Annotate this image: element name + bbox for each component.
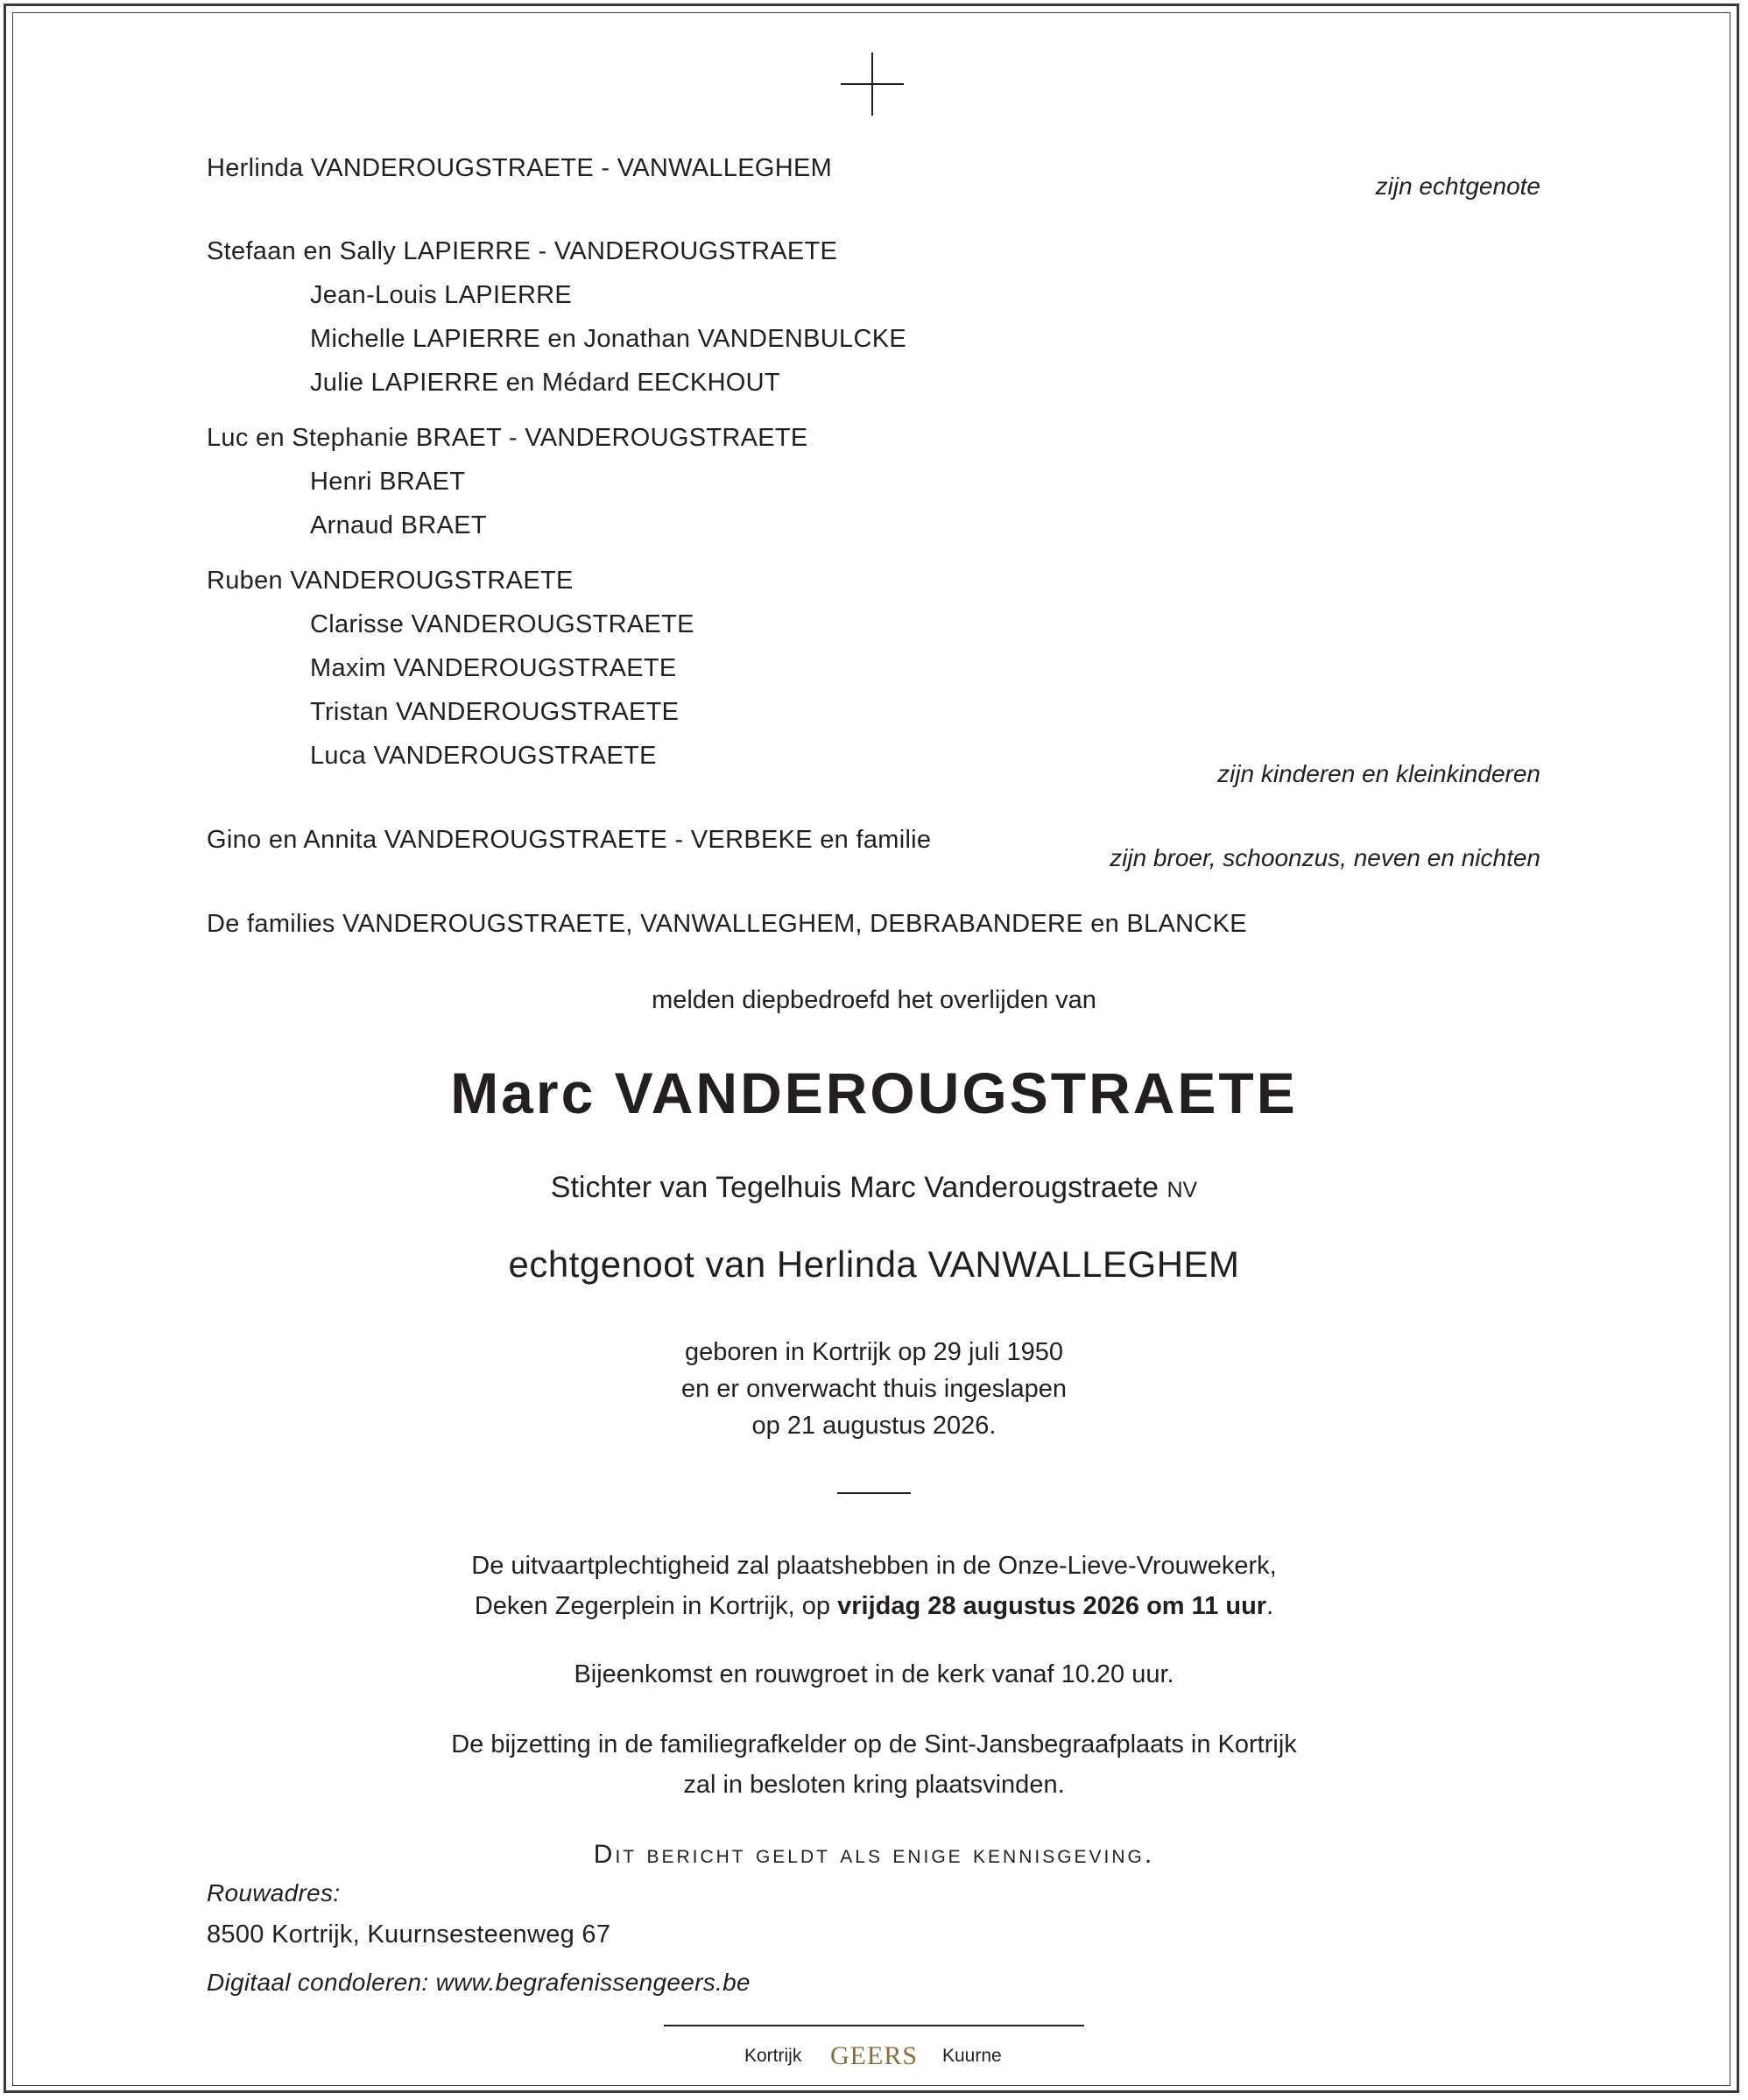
- footer-left-city: Kortrijk: [744, 2046, 802, 2066]
- grandchild-2: Michelle LAPIERRE en Jonathan VANDENBULCKE: [310, 325, 906, 353]
- announcement-intro: melden diepbedroefd het overlijden van: [652, 986, 1096, 1014]
- grandchild-7: Maxim VANDEROUGSTRAETE: [310, 654, 677, 682]
- passed-line: en er onverwacht thuis ingeslapen: [680, 1375, 1068, 1403]
- burial-line-2: zal in besloten kring plaatsvinden.: [683, 1771, 1065, 1799]
- address-label: Rouwadres:: [207, 1879, 341, 1906]
- grandchild-4: Henri BRAET: [310, 468, 466, 496]
- gathering-line: Bijeenkomst en rouwgroet in de kerk vanaf 10.20 uur.: [574, 1660, 1174, 1688]
- sibling-relation: zijn broer, schoonzus, neven en nichten: [1110, 844, 1540, 871]
- birth-line: geboren in Kortrijk op 29 juli 1950: [684, 1338, 1064, 1366]
- notice-line: Dit bericht geldt als enige kennisgeving.: [593, 1840, 1155, 1869]
- footer-separator: [664, 2025, 1084, 2026]
- sibling-line: Gino en Annita VANDEROUGSTRAETE - VERBEKE en familie: [207, 826, 932, 854]
- grandchild-5: Arnaud BRAET: [310, 511, 487, 539]
- grandchild-9: Luca VANDEROUGSTRAETE: [310, 742, 657, 770]
- child-family-3: Ruben VANDEROUGSTRAETE: [207, 567, 574, 595]
- burial-line-1: De bijzetting in de familiegrafkelder op de Sint-Jansbegraafplaats in Kortrijk: [451, 1730, 1297, 1758]
- funeral-line-2-prefix: Deken Zegerplein in Kortrijk, op: [474, 1592, 838, 1620]
- families-line: De families VANDEROUGSTRAETE, VANWALLEGHEM, DEBRABANDERE en BLANCKE: [207, 910, 1247, 938]
- cross-icon: [841, 53, 904, 116]
- footer-right-city: Kuurne: [942, 2046, 1002, 2066]
- grandchild-3: Julie LAPIERRE en Médard EECKHOUT: [310, 369, 780, 397]
- founder-text: Stichter van Tegelhuis Marc Vanderougstraete: [550, 1171, 1159, 1204]
- deceased-name: Marc VANDEROUGSTRAETE: [450, 1061, 1298, 1125]
- children-relation: zijn kinderen en kleinkinderen: [1217, 760, 1540, 787]
- address-value: 8500 Kortrijk, Kuurnsesteenweg 67: [207, 1920, 611, 1948]
- footer: [0, 2039, 1748, 2074]
- spouse-name: Herlinda VANDEROUGSTRAETE - VANWALLEGHEM: [207, 154, 833, 182]
- funeral-line-2: [0, 1587, 1748, 1625]
- separator-short: [837, 1492, 911, 1494]
- grandchild-6: Clarisse VANDEROUGSTRAETE: [310, 610, 694, 638]
- founder-suffix: NV: [1167, 1178, 1198, 1202]
- child-family-2: Luc en Stephanie BRAET - VANDEROUGSTRAETE: [207, 424, 808, 452]
- death-date: op 21 augustus 2026.: [751, 1412, 997, 1440]
- child-family-1: Stefaan en Sally LAPIERRE - VANDEROUGSTRAETE: [207, 237, 838, 265]
- funeral-line-1: De uitvaartplechtigheid zal plaatshebben in de Onze-Lieve-Vrouwekerk,: [471, 1552, 1277, 1580]
- geers-logo: GEERS: [830, 2041, 919, 2070]
- spouse-of: echtgenoot van Herlinda VANWALLEGHEM: [508, 1244, 1240, 1285]
- condolence-link[interactable]: Digitaal condoleren: www.begrafenissengeers.be: [207, 1969, 751, 1996]
- grandchild-8: Tristan VANDEROUGSTRAETE: [310, 698, 680, 726]
- funeral-line-2-suffix: .: [1266, 1592, 1274, 1620]
- grandchild-1: Jean-Louis LAPIERRE: [310, 281, 573, 309]
- spouse-relation: zijn echtgenote: [1375, 173, 1540, 200]
- founder-line: [0, 1168, 1748, 1209]
- funeral-date: vrijdag 28 augustus 2026 om 11 uur: [837, 1592, 1267, 1620]
